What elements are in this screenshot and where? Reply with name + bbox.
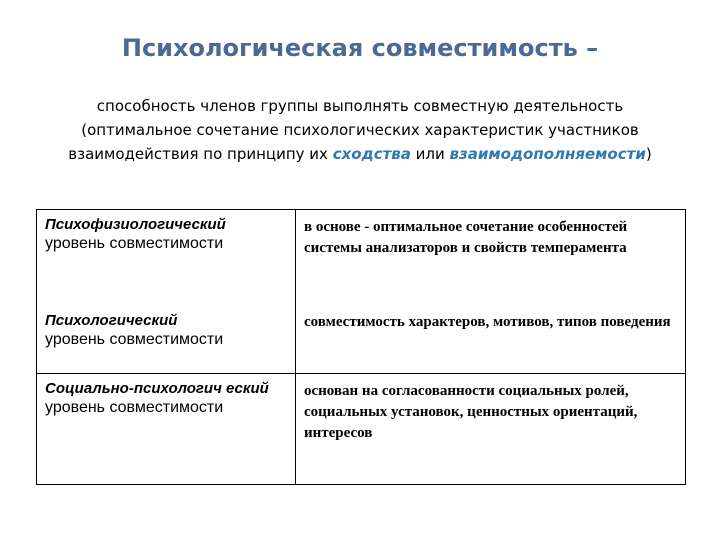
level-subtitle: уровень совместимости [45,399,224,416]
level-name: Психофизиологический [45,216,226,233]
table-row [37,374,685,485]
page-title: Психологическая совместимость – [121,34,599,62]
description-cell [296,374,685,485]
description-block [304,312,677,333]
level-block [45,312,290,351]
level-cell [37,210,296,373]
level-description: в основе - оптимальное сочетание особенностей системы анализаторов и свойств темперамента [304,219,628,256]
compatibility-table [36,209,686,485]
definition-line-1: способность членов группы выполнять совместную деятельность [96,97,624,115]
level-description: совместимость характеров, мотивов, типов поведения [304,314,671,330]
level-subtitle: уровень совместимости [45,235,224,252]
definition-connector: или [410,145,450,163]
level-cell [37,374,296,485]
definition-line-2: (оптимальное сочетание психологических характеристик участников [81,121,639,139]
accent-similarity: сходства [332,145,411,163]
level-name: Психологический [45,312,178,329]
level-subtitle: уровень совместимости [45,331,224,348]
accent-complementarity: взаимодополняемости [449,145,646,163]
level-name: Социально-психологич еский [45,380,269,397]
definition-text [20,94,700,166]
definition-line-3-suffix: ) [645,145,652,163]
level-description: основан на согласованности социальных ролей, социальных установок, ценностных ориентаций, интересов [304,383,638,441]
description-cell [296,210,685,373]
definition-line-3-prefix: взаимодействия по принципу их [68,145,333,163]
table-row [37,210,685,374]
